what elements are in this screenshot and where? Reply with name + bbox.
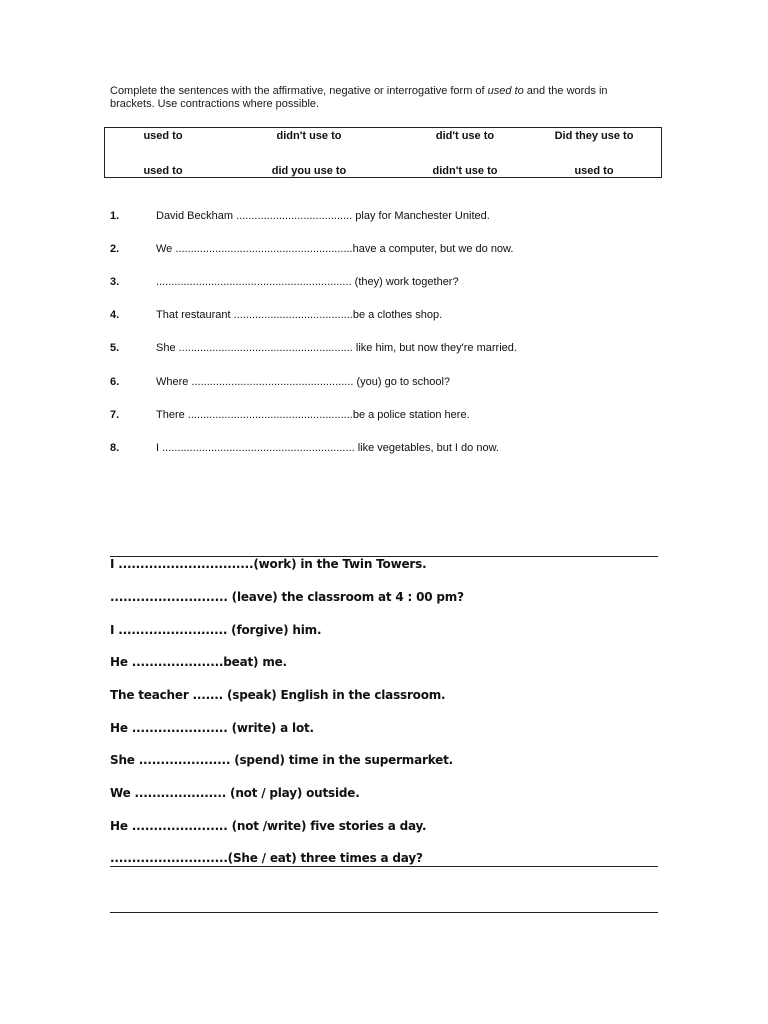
item-text: ................................................................ (they) work together? bbox=[156, 276, 459, 288]
exercise-2-item: He ...................... (not /write) five stories a day. bbox=[110, 819, 427, 833]
exercise-2-item: The teacher ....... (speak) English in the classroom. bbox=[110, 688, 446, 702]
item-text: We ..........................................................have a computer, but we do now. bbox=[156, 243, 514, 255]
instructions-text-end: and the words in brackets. Use contractions where possible. bbox=[110, 85, 608, 110]
exercise-2-item: She ..................... (spend) time in the supermarket. bbox=[110, 753, 454, 767]
word-box-cell: did't use to bbox=[435, 130, 495, 142]
instructions-text: Complete the sentences with the affirmative, negative or interrogative form of bbox=[110, 85, 488, 97]
exercise-2-item: I ...............................(work) in the Twin Towers. bbox=[110, 557, 427, 571]
word-box-cell: didn't use to bbox=[432, 165, 498, 177]
item-text: There ......................................................be a police station here. bbox=[156, 409, 470, 421]
exercise-2-item: He ...................... (write) a lot. bbox=[110, 721, 314, 735]
item-text: She ......................................................... like him, but now they're married. bbox=[156, 342, 517, 354]
word-box-cell: used to bbox=[574, 165, 614, 177]
word-box-cell: did you use to bbox=[271, 165, 347, 177]
exercise-2-item: ........................... (leave) the classroom at 4 : 00 pm? bbox=[110, 590, 464, 604]
item-text: I ............................................................... like vegetables, but I do now. bbox=[156, 442, 499, 454]
item-number: 2. bbox=[110, 243, 120, 255]
item-number: 3. bbox=[110, 276, 120, 288]
exercise-2-item: He .....................beat) me. bbox=[110, 655, 287, 669]
item-number: 8. bbox=[110, 442, 120, 454]
word-box-cell: didn't use to bbox=[276, 130, 342, 142]
item-number: 1. bbox=[110, 210, 120, 222]
word-box-cell: used to bbox=[143, 130, 183, 142]
item-text: David Beckham ...................................... play for Manchester United. bbox=[156, 210, 490, 222]
item-number: 7. bbox=[110, 409, 120, 421]
instructions bbox=[110, 85, 650, 111]
instructions-emphasis: used to bbox=[487, 85, 524, 97]
word-box-cell: Did they use to bbox=[554, 130, 634, 142]
word-box-cell: used to bbox=[143, 165, 183, 177]
divider-line bbox=[110, 866, 658, 867]
word-box bbox=[104, 127, 662, 178]
exercise-2-item: We ..................... (not / play) outside. bbox=[110, 786, 360, 800]
item-number: 5. bbox=[110, 342, 120, 354]
exercise-2-item: I ......................... (forgive) him. bbox=[110, 623, 322, 637]
divider-line bbox=[110, 912, 658, 913]
item-text: That restaurant .......................................be a clothes shop. bbox=[156, 309, 443, 321]
exercise-2-item: ...........................(She / eat) three times a day? bbox=[110, 851, 423, 865]
item-number: 4. bbox=[110, 309, 120, 321]
item-number: 6. bbox=[110, 376, 120, 388]
item-text: Where ..................................................... (you) go to school? bbox=[156, 376, 451, 388]
